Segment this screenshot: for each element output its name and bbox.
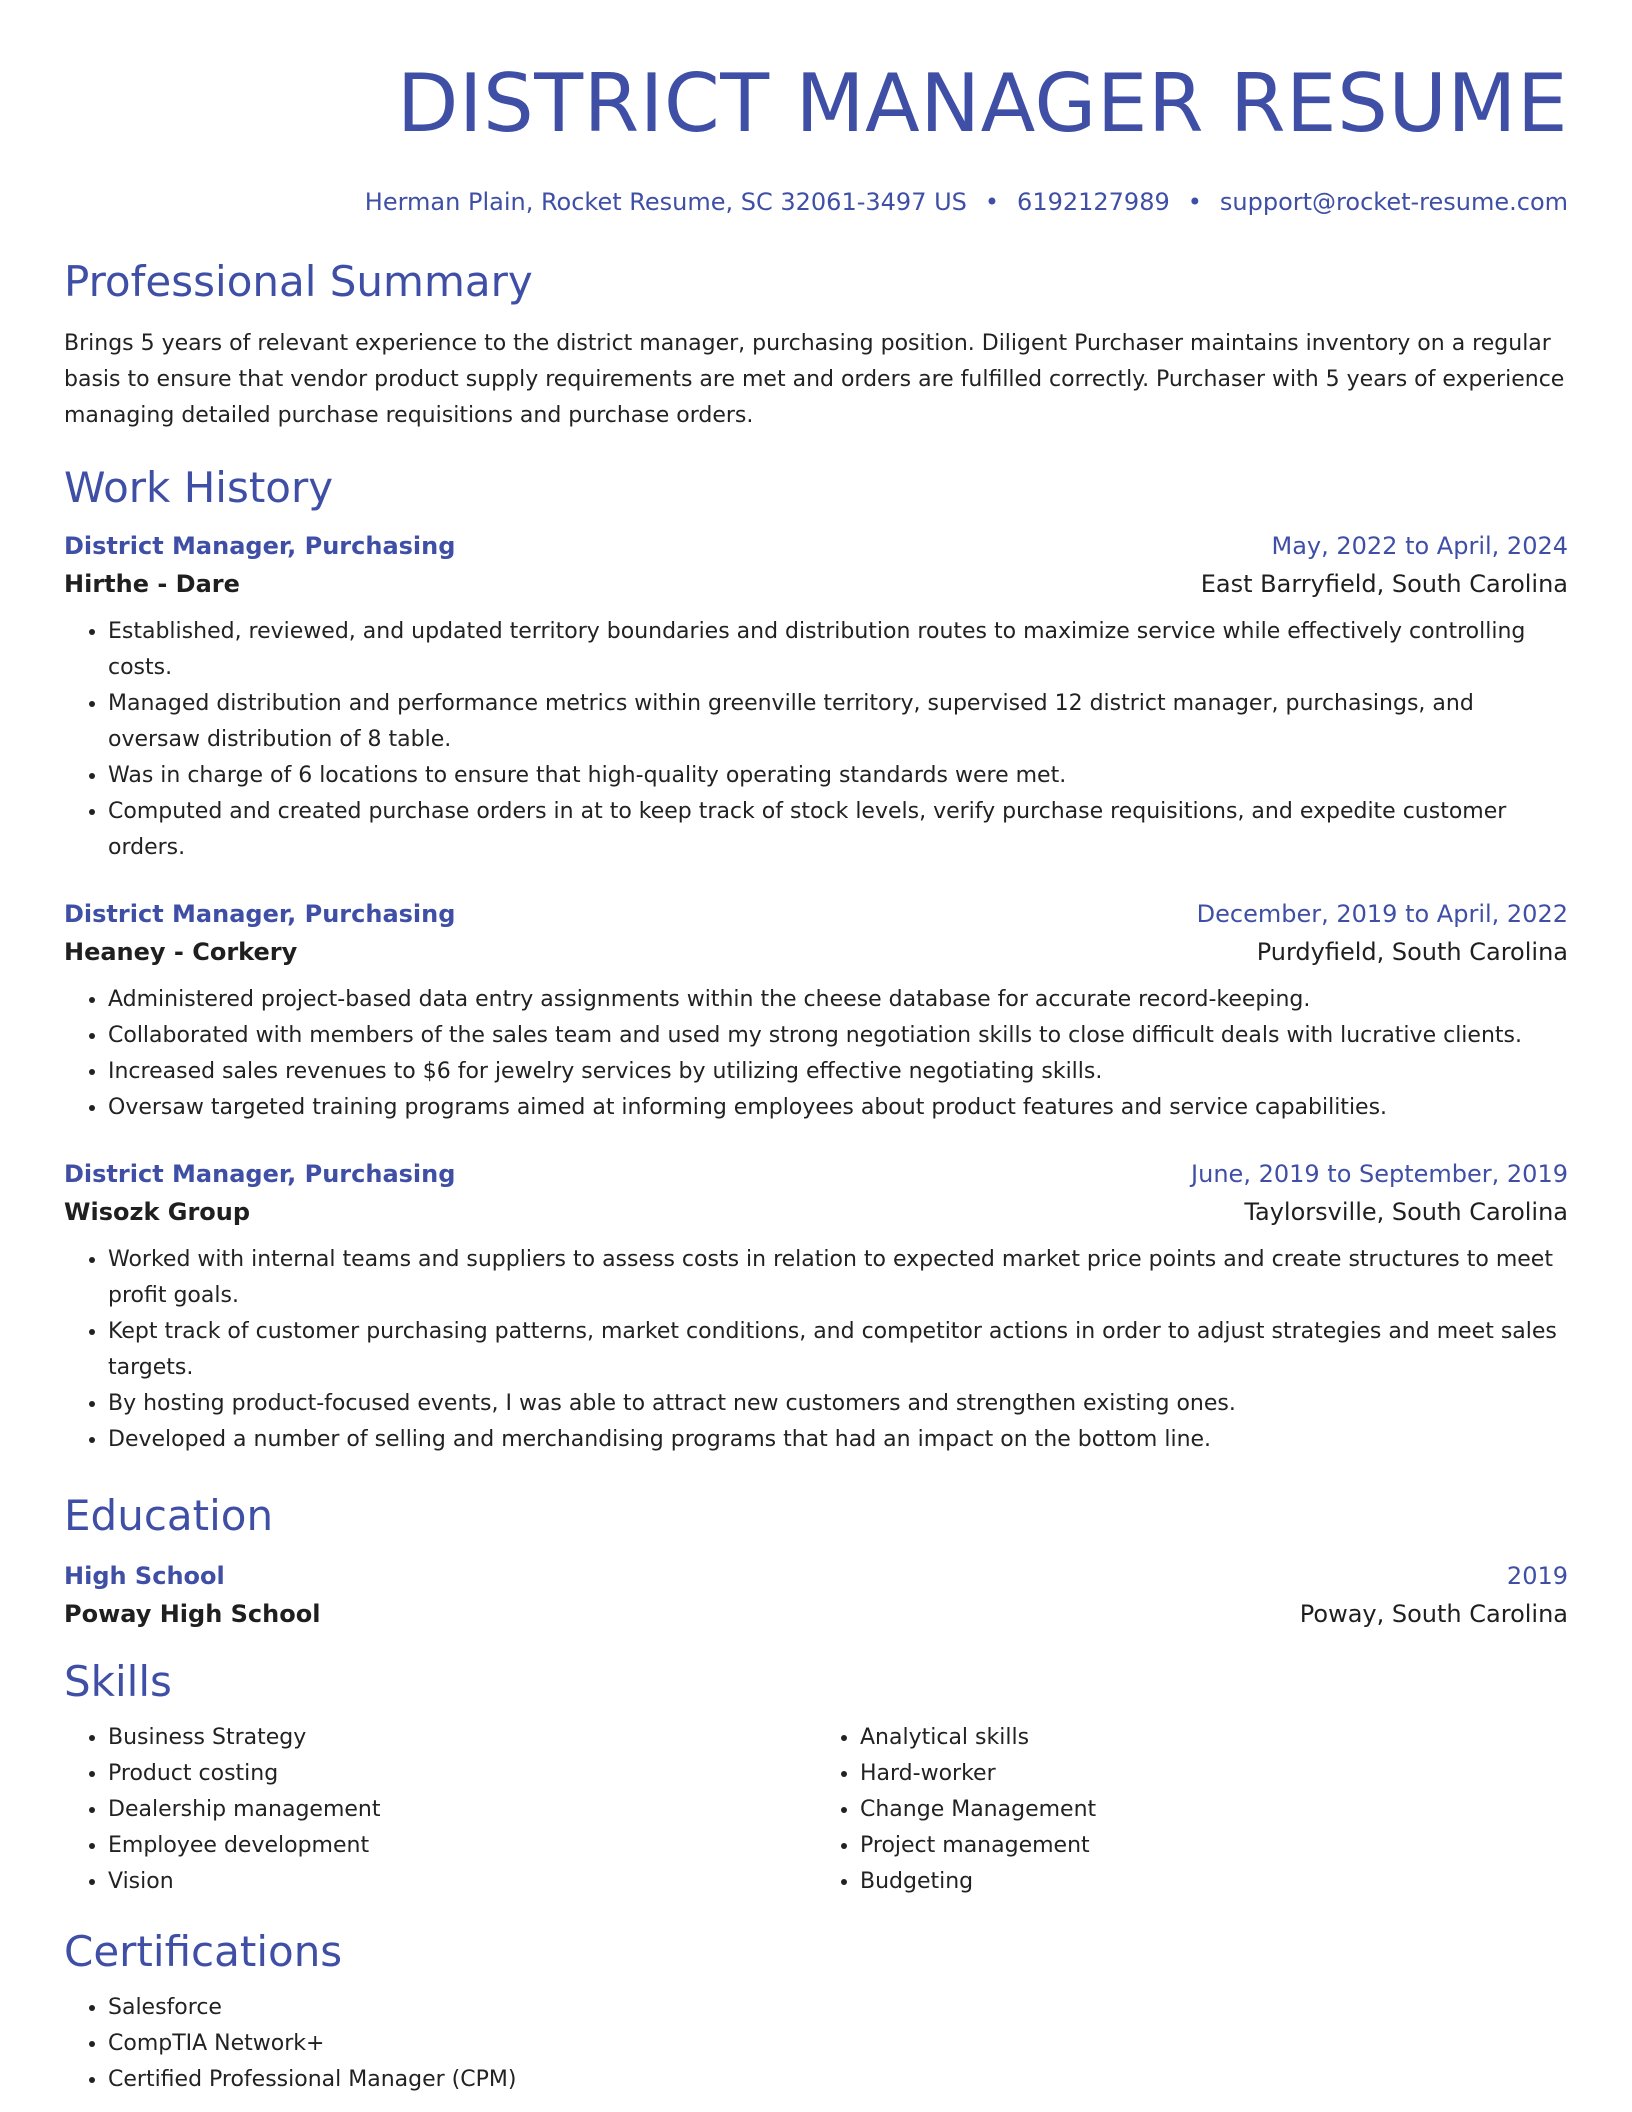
job-bullet: • Established, reviewed, and updated territory boundaries and distribution routes to maximize service while effectively controlling costs. (108, 614, 1568, 686)
contact-separator: • (984, 188, 1000, 216)
certification-item: • CompTIA Network+ (108, 2026, 1568, 2062)
skill-item: • Budgeting (860, 1864, 1568, 1900)
skill-item: • Employee development (108, 1828, 816, 1864)
job-bullet: • Oversaw targeted training programs aimed at informing employees about product features and service capabilities. (108, 1090, 1568, 1126)
skill-item: • Dealership management (108, 1792, 816, 1828)
education-school: Poway High School (64, 1600, 321, 1628)
education-location: Poway, South Carolina (1299, 1600, 1568, 1628)
skills-column-right (816, 1720, 1568, 1900)
job-bullet: • Managed distribution and performance metrics within greenville territory, supervised 12 district manager, purchasings, and oversaw distribution of 8 table. (108, 686, 1568, 758)
skill-item: • Project management (860, 1828, 1568, 1864)
summary-text: Brings 5 years of relevant experience to the district manager, purchasing position. Diligent Purchaser maintains inventory on a regular basis to ensure that vendor product supply requirements are met and orders are fulfilled correctly. Purchaser with 5 years of experience managing detailed purchase requisitions and purchase orders. (64, 331, 1565, 428)
education-year: 2019 (1506, 1562, 1568, 1590)
job-dates: June, 2019 to September, 2019 (1191, 1160, 1568, 1188)
contact-email[interactable]: support@rocket-resume.com (1219, 188, 1568, 216)
skill-item: • Hard-worker (860, 1756, 1568, 1792)
skills-list (64, 1720, 1568, 1900)
job-bullets (64, 982, 1568, 1126)
contact-separator: • (1187, 188, 1202, 216)
job-title: District Manager, Purchasing (64, 900, 456, 928)
certification-item: • Salesforce (108, 1990, 1568, 2026)
skill-item: • Business Strategy (108, 1720, 816, 1756)
job-dates: May, 2022 to April, 2024 (1271, 532, 1568, 560)
education-entry (64, 1562, 1568, 1628)
skills-column-left (64, 1720, 816, 1900)
job-dates: December, 2019 to April, 2022 (1196, 900, 1568, 928)
summary-heading: Professional Summary (64, 257, 533, 306)
contact-phone[interactable]: 6192127989 (1017, 188, 1170, 216)
skill-item: • Change Management (860, 1792, 1568, 1828)
job-bullet: • Increased sales revenues to $6 for jewelry services by utilizing effective negotiating skills. (108, 1054, 1568, 1090)
certifications-list (64, 1990, 1568, 2098)
certification-item: • Certified Professional Manager (CPM) (108, 2062, 1568, 2098)
education-heading: Education (64, 1491, 274, 1540)
job-bullets (64, 1242, 1568, 1458)
job-bullet: • Administered project-based data entry assignments within the cheese database for accurate record-keeping. (108, 982, 1568, 1018)
job-entry (64, 900, 1568, 1126)
job-entry (64, 532, 1568, 866)
job-company: Hirthe - Dare (64, 570, 240, 598)
job-location: Purdyfield, South Carolina (1256, 938, 1568, 966)
skills-heading: Skills (64, 1657, 172, 1706)
job-title: District Manager, Purchasing (64, 1160, 456, 1188)
job-location: East Barryfield, South Carolina (1200, 570, 1568, 598)
contact-address: Herman Plain, Rocket Resume, SC 32061-3497 US (364, 188, 967, 216)
job-bullet: • By hosting product-focused events, I was able to attract new customers and strengthen existing ones. (108, 1386, 1568, 1422)
job-location: Taylorsville, South Carolina (1244, 1198, 1568, 1226)
job-bullet: • Was in charge of 6 locations to ensure that high-quality operating standards were met. (108, 758, 1568, 794)
job-bullet: • Kept track of customer purchasing patterns, market conditions, and competitor actions in order to adjust strategies and meet sales targets. (108, 1314, 1568, 1386)
job-company: Heaney - Corkery (64, 938, 298, 966)
skill-item: • Analytical skills (860, 1720, 1568, 1756)
certifications-heading: Certifications (64, 1927, 343, 1976)
work-history-heading: Work History (64, 463, 334, 512)
job-title: District Manager, Purchasing (64, 532, 456, 560)
resume-title: DISTRICT MANAGER RESUME (396, 57, 1568, 150)
job-entry (64, 1160, 1568, 1458)
job-bullet: • Developed a number of selling and merchandising programs that had an impact on the bottom line. (108, 1422, 1568, 1458)
education-degree: High School (64, 1562, 225, 1590)
skill-item: • Product costing (108, 1756, 816, 1792)
contact-line (64, 188, 1568, 216)
job-bullets (64, 614, 1568, 866)
job-bullet: • Collaborated with members of the sales team and used my strong negotiation skills to close difficult deals with lucrative clients. (108, 1018, 1568, 1054)
job-bullet: • Worked with internal teams and suppliers to assess costs in relation to expected market price points and create structures to meet profit goals. (108, 1242, 1568, 1314)
job-company: Wisozk Group (64, 1198, 251, 1226)
skill-item: • Vision (108, 1864, 816, 1900)
job-bullet: • Computed and created purchase orders in at to keep track of stock levels, verify purchase requisitions, and expedite customer orders. (108, 794, 1568, 866)
